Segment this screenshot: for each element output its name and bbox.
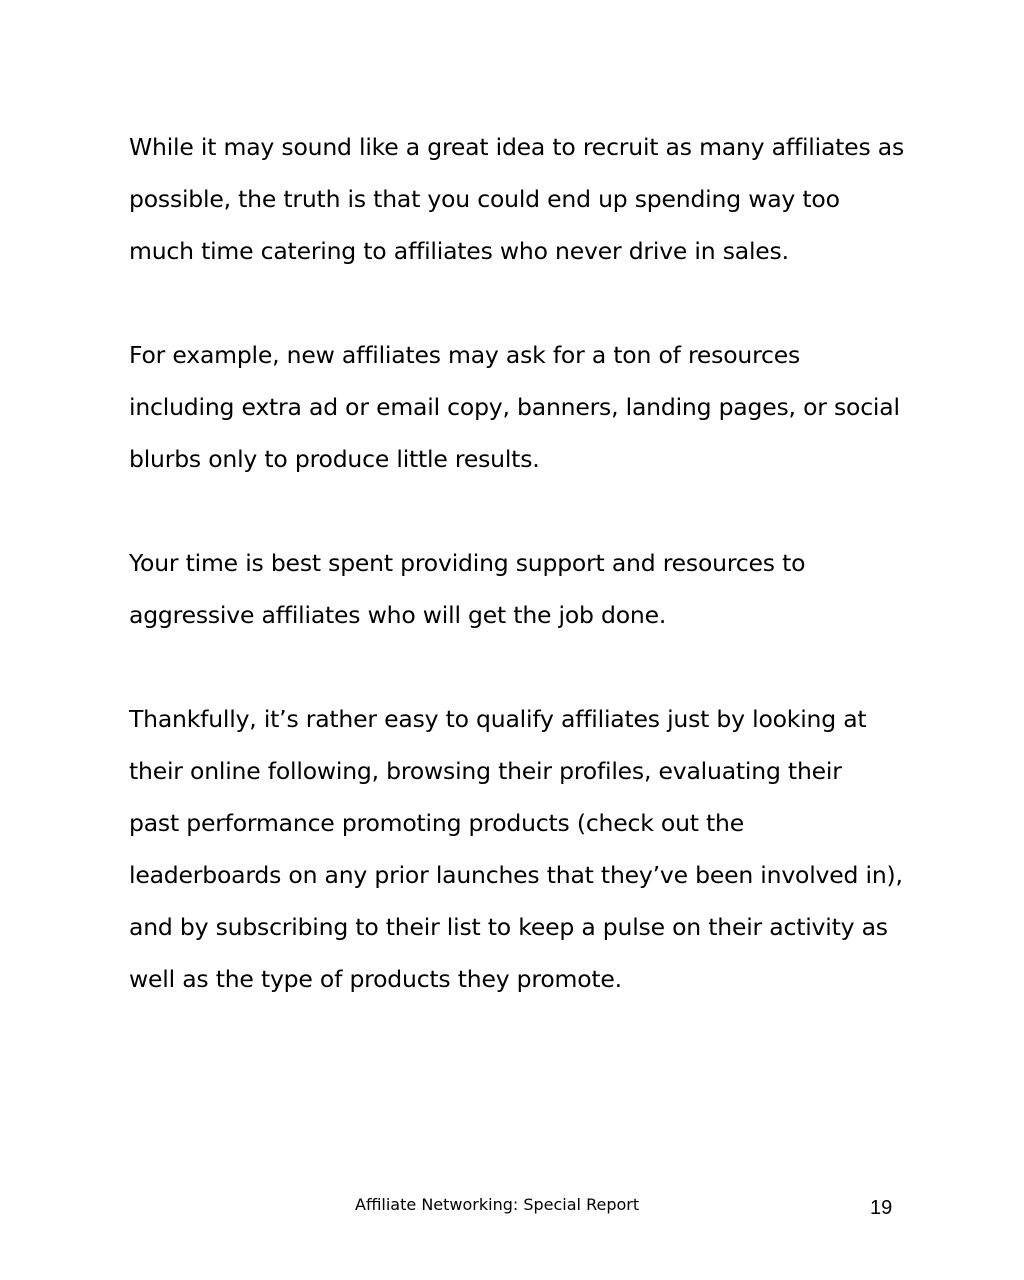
paragraph-spacer	[129, 648, 919, 700]
paragraph	[129, 128, 919, 284]
paragraph	[129, 544, 919, 648]
body-text	[129, 128, 919, 1012]
text-line: much time catering to affiliates who never drive in sales.	[129, 237, 789, 265]
paragraph	[129, 336, 919, 492]
paragraph-spacer	[129, 284, 919, 336]
text-line: Your time is best spent providing support and resources to	[129, 549, 806, 577]
footer-title: Affiliate Networking: Special Report	[355, 1195, 640, 1214]
text-line: leaderboards on any prior launches that they’ve been involved in),	[129, 861, 903, 889]
text-line: aggressive affiliates who will get the job done.	[129, 601, 667, 629]
paragraph-spacer	[129, 492, 919, 544]
text-line: While it may sound like a great idea to recruit as many affiliates as	[129, 133, 904, 161]
text-line: their online following, browsing their profiles, evaluating their	[129, 757, 842, 785]
paragraph	[129, 700, 919, 1012]
text-line: and by subscribing to their list to keep a pulse on their activity as	[129, 913, 888, 941]
text-line: blurbs only to produce little results.	[129, 445, 540, 473]
text-line: possible, the truth is that you could end up spending way too	[129, 185, 840, 213]
text-line: well as the type of products they promote.	[129, 965, 622, 993]
text-line: Thankfully, it’s rather easy to qualify affiliates just by looking at	[129, 705, 867, 733]
page-number: 19	[870, 1197, 893, 1219]
text-line: For example, new affiliates may ask for a ton of resources	[129, 341, 801, 369]
text-line: past performance promoting products (check out the	[129, 809, 745, 837]
text-line: including extra ad or email copy, banners, landing pages, or social	[129, 393, 900, 421]
